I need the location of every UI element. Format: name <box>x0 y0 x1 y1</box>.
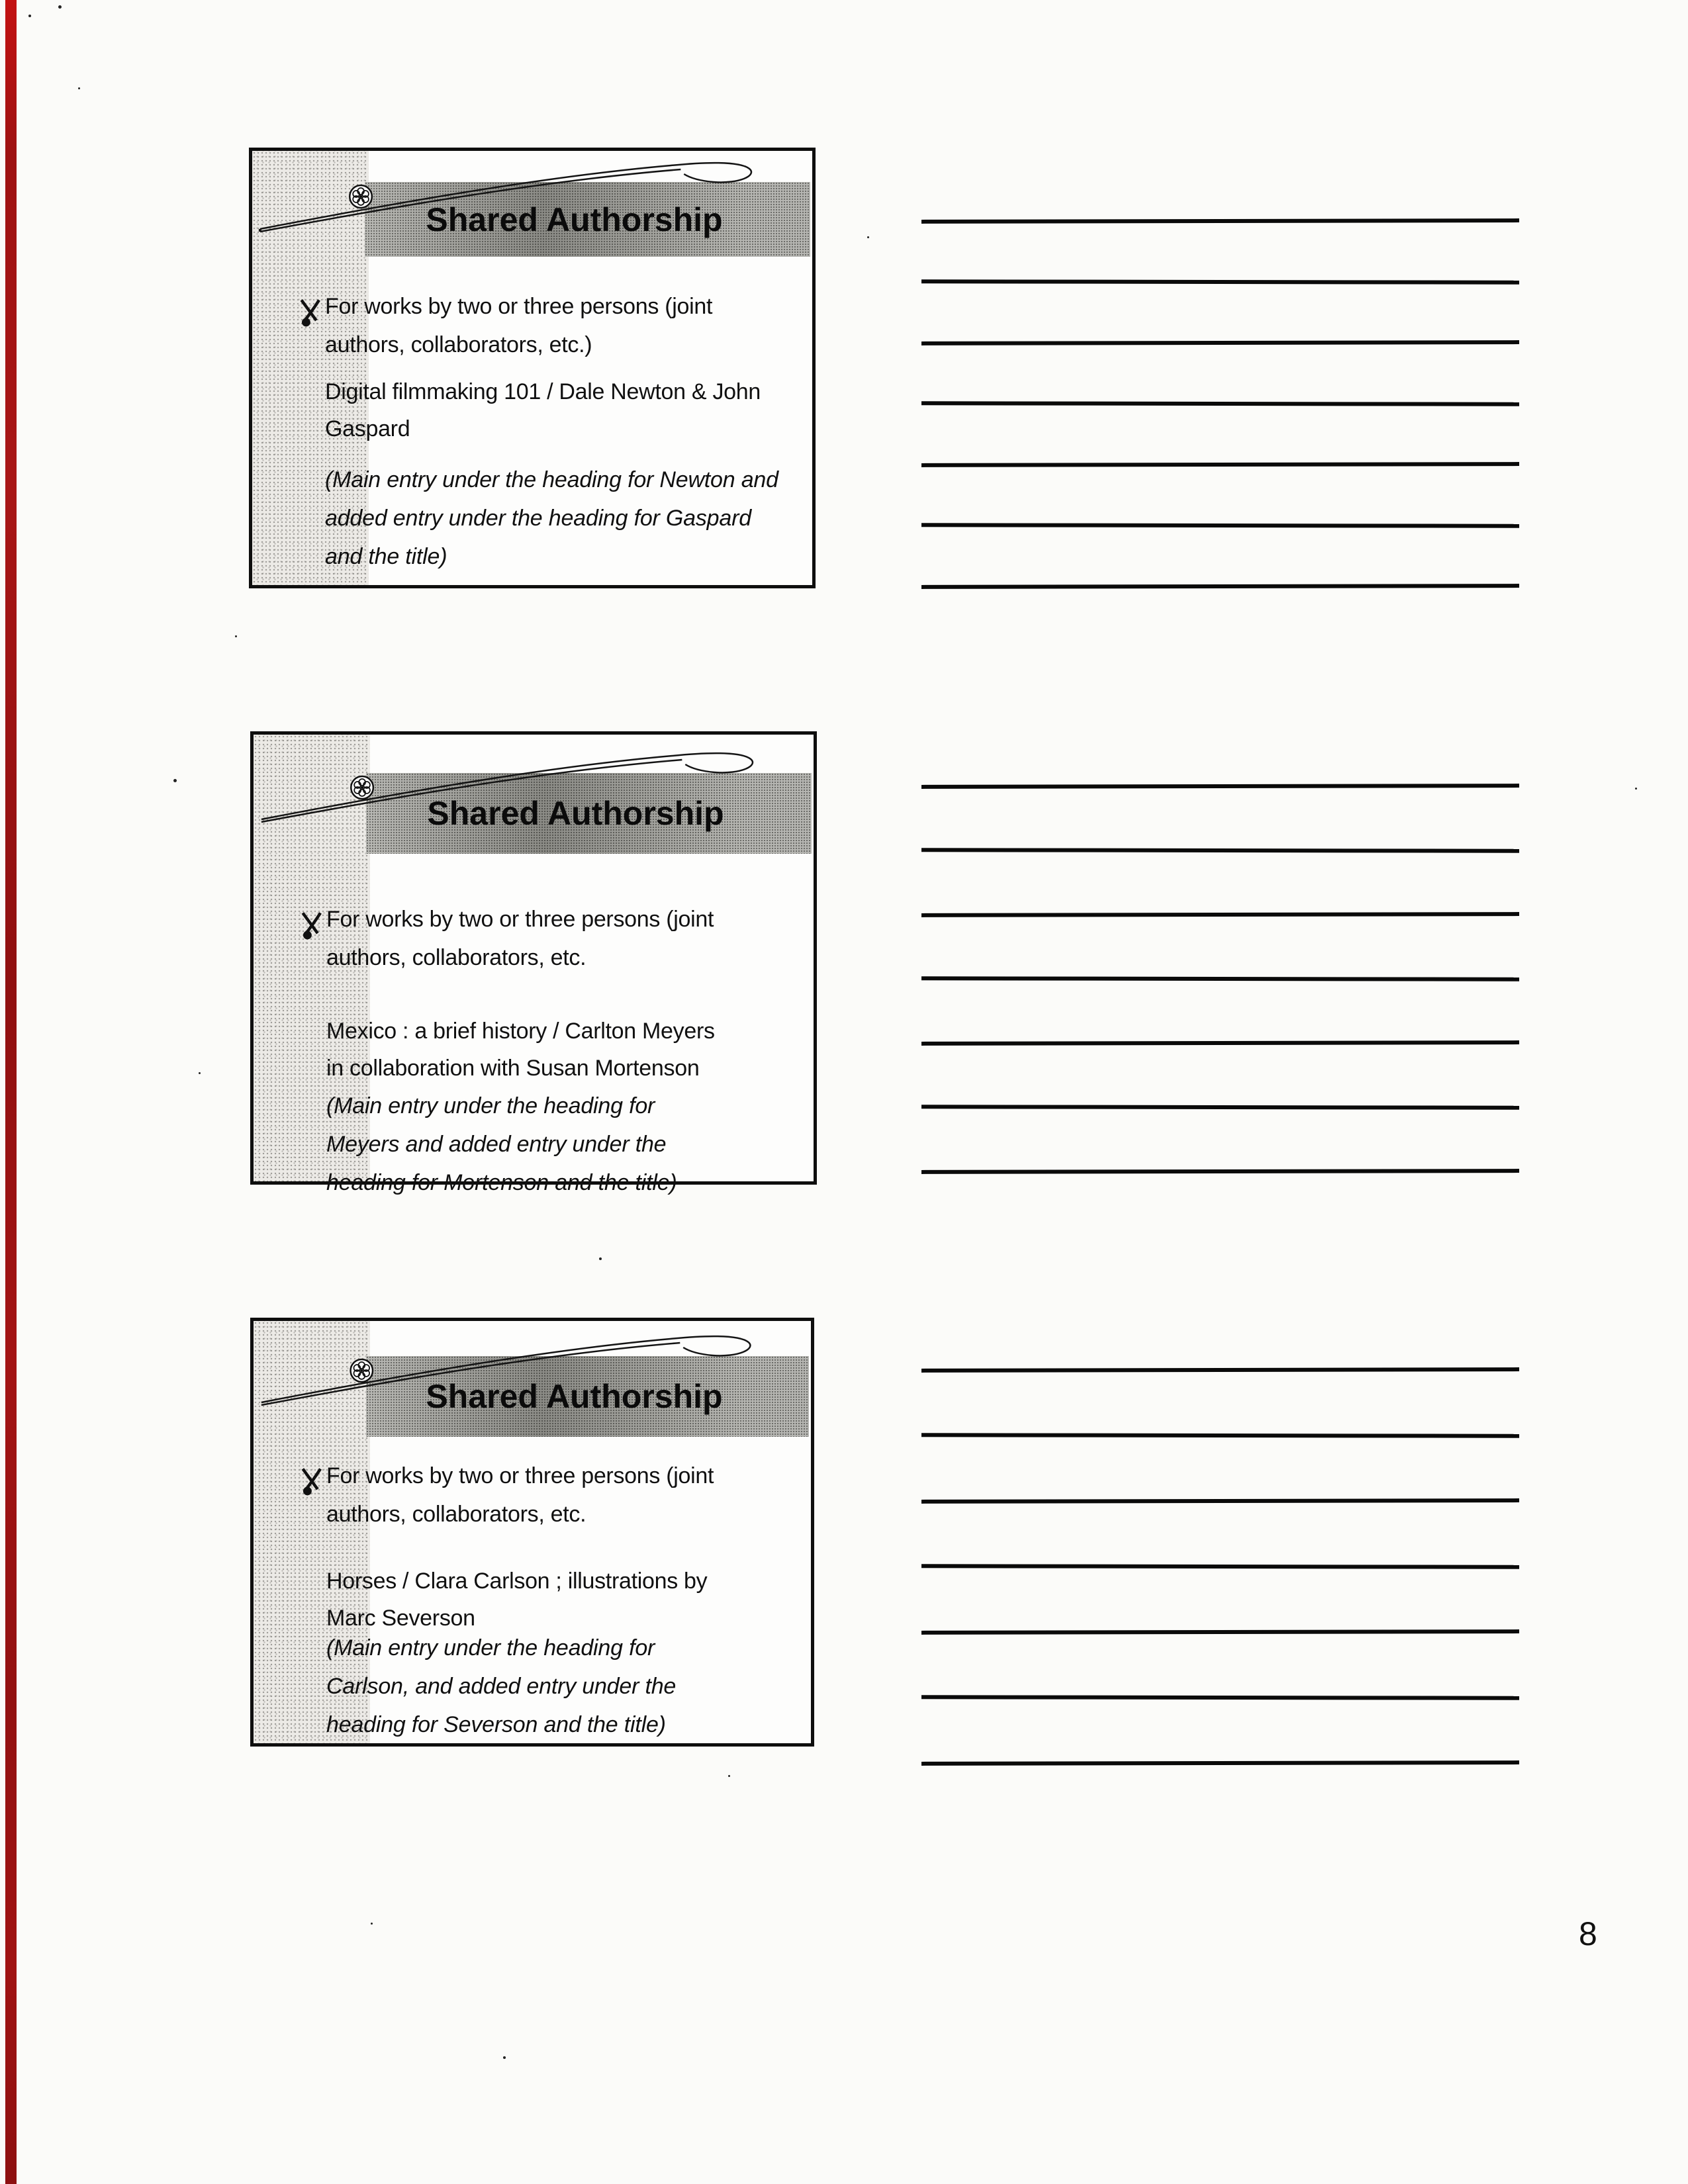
left-edge-stripe <box>5 0 17 2184</box>
slide-1 <box>249 148 816 588</box>
ruled-note-line <box>921 279 1519 285</box>
scan-speck <box>503 2056 506 2059</box>
ruled-note-line <box>921 1498 1519 1504</box>
text-line: (Main entry under the heading for <box>326 1093 655 1118</box>
ruled-note-line <box>921 784 1519 789</box>
text-line: heading for Mortenson and the title) <box>326 1170 677 1195</box>
bullet-text <box>326 900 794 977</box>
text-line: (Main entry under the heading for <box>326 1635 655 1661</box>
scan-speck <box>28 15 31 17</box>
text-line: authors, collaborators, etc. <box>326 1502 586 1527</box>
slide-3 <box>250 1318 814 1747</box>
ruled-note-line <box>921 584 1519 589</box>
text-line: Carlson, and added entry under the <box>326 1674 677 1699</box>
text-line: Marc Severson <box>326 1606 475 1631</box>
text-line: For works by two or three persons (joint <box>325 294 713 319</box>
ruled-note-line <box>921 340 1519 345</box>
flower-sprig-bullet-icon <box>300 912 322 940</box>
bullet-text <box>325 287 792 364</box>
text-line: heading for Severson and the title) <box>326 1712 666 1737</box>
ruled-note-line <box>921 462 1519 467</box>
ruled-note-line <box>921 401 1519 406</box>
title-band <box>365 182 810 257</box>
scan-speck <box>78 87 80 89</box>
ruled-note-line <box>921 1105 1519 1110</box>
slide-title: Shared Authorship <box>426 1378 723 1415</box>
scan-speck <box>1635 788 1637 790</box>
text-line: Horses / Clara Carlson ; illustrations by <box>326 1569 708 1594</box>
scan-speck <box>371 1923 373 1925</box>
text-line: and the title) <box>325 544 447 569</box>
example-text <box>326 1013 794 1087</box>
note-text <box>326 1629 791 1744</box>
text-line: authors, collaborators, etc. <box>326 945 586 970</box>
slide-title: Shared Authorship <box>427 795 724 832</box>
flower-sprig-bullet-icon <box>300 1468 322 1496</box>
slide-2 <box>250 731 817 1195</box>
scan-speck <box>728 1775 730 1777</box>
text-line: authors, collaborators, etc.) <box>325 332 592 357</box>
ruled-note-line <box>921 1169 1519 1174</box>
note-text <box>326 1087 794 1202</box>
note-lines-group-1 <box>921 219 1519 588</box>
ruled-note-line <box>921 1367 1519 1373</box>
example-text <box>325 373 792 447</box>
note-lines-group-2 <box>921 784 1519 1173</box>
text-line: Meyers and added entry under the <box>326 1132 667 1157</box>
ruled-note-line <box>921 1040 1519 1046</box>
text-line: Mexico : a brief history / Carlton Meyers <box>326 1019 715 1044</box>
scan-speck <box>199 1072 201 1074</box>
ruled-note-line <box>921 1629 1519 1635</box>
ruled-note-line <box>921 523 1519 528</box>
text-line: added entry under the heading for Gaspard <box>325 506 751 531</box>
text-line: For works by two or three persons (joint <box>326 907 714 932</box>
scan-speck <box>58 5 62 9</box>
scan-speck <box>867 236 869 238</box>
ruled-note-line <box>921 1433 1519 1438</box>
ruled-note-line <box>921 848 1519 853</box>
ruled-note-line <box>921 218 1519 224</box>
ruled-note-line <box>921 912 1519 917</box>
text-line: (Main entry under the heading for Newton and <box>325 467 778 492</box>
text-line: Digital filmmaking 101 / Dale Newton & John <box>325 379 761 404</box>
ruled-note-line <box>921 1564 1519 1569</box>
ruled-note-line <box>921 1760 1519 1766</box>
title-band <box>366 1356 809 1437</box>
text-line: For works by two or three persons (joint <box>326 1463 714 1488</box>
note-text <box>325 461 792 576</box>
text-line: Gaspard <box>325 416 410 441</box>
scan-speck <box>235 635 237 637</box>
page-number: 8 <box>1579 1915 1597 1952</box>
title-band <box>366 773 812 854</box>
ruled-note-line <box>921 976 1519 981</box>
flower-sprig-bullet-icon <box>299 299 321 327</box>
scan-speck <box>173 779 177 782</box>
ruled-note-line <box>921 1695 1519 1700</box>
example-text <box>326 1563 791 1637</box>
text-line: in collaboration with Susan Mortenson <box>326 1056 700 1081</box>
note-lines-group-3 <box>921 1368 1519 1765</box>
scan-speck <box>599 1257 602 1260</box>
bullet-text <box>326 1457 791 1533</box>
slide-title: Shared Authorship <box>426 201 723 238</box>
